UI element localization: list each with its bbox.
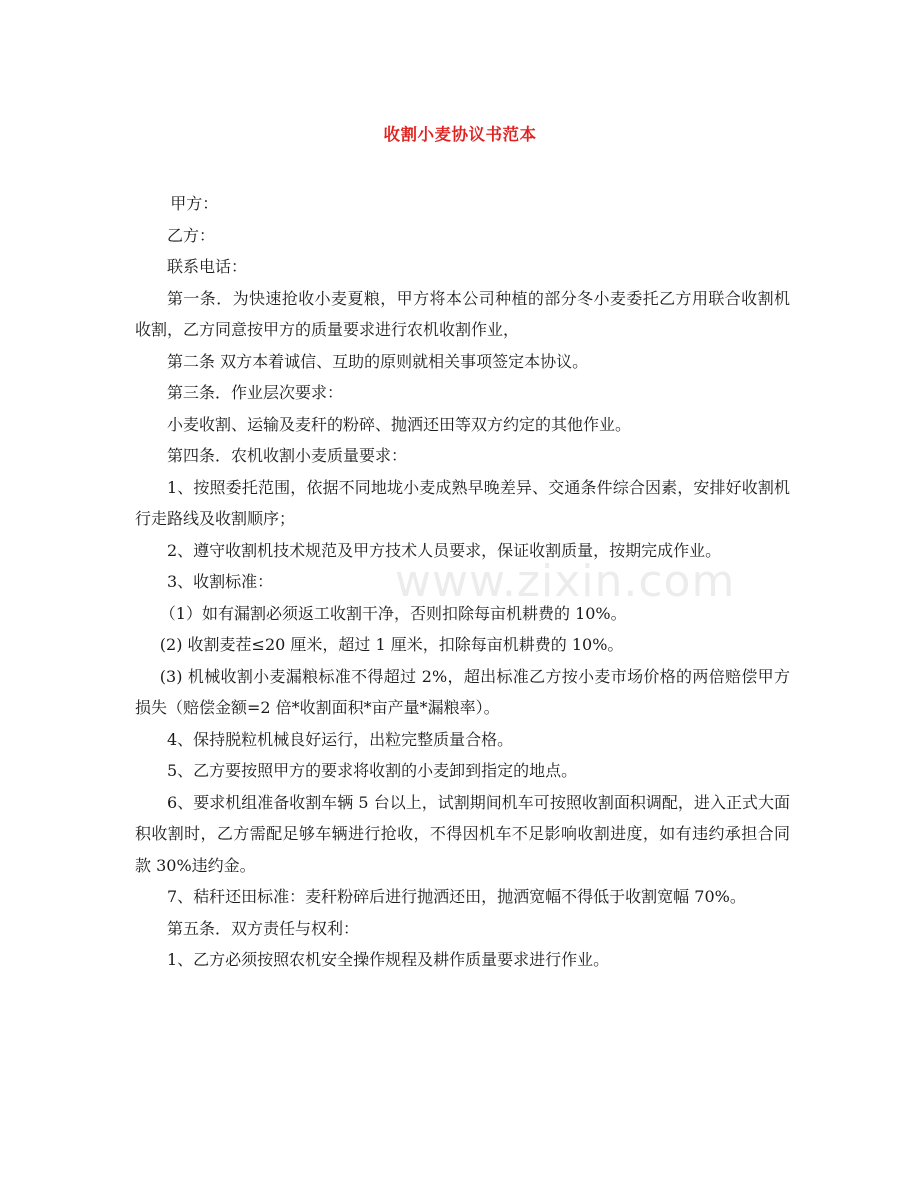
document-body [135,188,790,976]
article-3-content: 小麦收割、运输及麦秆的粉碎、抛洒还田等双方约定的其他作业。 [167,414,632,434]
article-2: 第二条 双方本着诚信、互助的原则就相关事项签定本协议。 [167,351,589,371]
contact-phone-line: 联系电话： [167,257,248,276]
party-a-line: 甲方： [170,194,219,213]
document-title: 收割小麦协议书范本 [383,125,537,144]
article-4-item-7: 7、秸秆还田标准：麦秆粉碎后进行抛洒还田，抛洒宽幅不得低于收割宽幅 70%。 [167,887,746,906]
party-b-line: 乙方： [167,225,216,245]
article-4-item-6: 6、要求机组准备收割车辆 5 台以上，试割期间机车可按照收割面积调配，进入正式大面积收割时，乙方需配足够车辆进行抢收，不得因机车不足影响收割进度，如有违约承担合同款 30%违约金。 [135,792,790,875]
article-4-heading: 第四条．农机收割小麦质量要求： [167,446,408,465]
standard-3: (3) 机械收割小麦漏粮标准不得超过 2%，超出标准乙方按小麦市场价格的两倍赔偿甲方损失（赔偿金额=2 倍*收割面积*亩产量*漏粮率）。 [135,666,790,717]
article-1: 第一条．为快速抢收小麦夏粮，甲方将本公司种植的部分冬小麦委托乙方用联合收割机收割，乙方同意按甲方的质量要求进行农机收割作业， [135,288,790,339]
article-4-item-1: 1、按照委托范围，依据不同地垅小麦成熟早晚差异、交通条件综合因素，安排好收割机行走路线及收割顺序； [135,477,790,528]
article-5-heading: 第五条．双方责任与权利： [167,918,360,938]
standard-1: （1）如有漏割必须返工收割干净，否则扣除每亩机耕费的 10%。 [159,603,627,623]
article-3-heading: 第三条．作业层次要求： [167,383,344,402]
article-4-item-5: 5、乙方要按照甲方的要求将收割的小麦卸到指定的地点。 [167,761,578,780]
watermark-text: www.zixin.com [395,556,736,607]
article-5-item-1: 1、乙方必须按照农机安全操作规程及耕作质量要求进行作业。 [167,950,610,969]
article-4-item-2: 2、遵守收割机技术规范及甲方技术人员要求，保证收割质量，按期完成作业。 [167,540,722,560]
article-4-item-4: 4、保持脱粒机械良好运行，出粒完整质量合格。 [167,729,514,749]
standard-2: (2) 收割麦茬≤20 厘米，超过 1 厘米，扣除每亩机耕费的 10%。 [159,635,624,654]
article-4-item-3: 3、收割标准： [167,572,274,591]
